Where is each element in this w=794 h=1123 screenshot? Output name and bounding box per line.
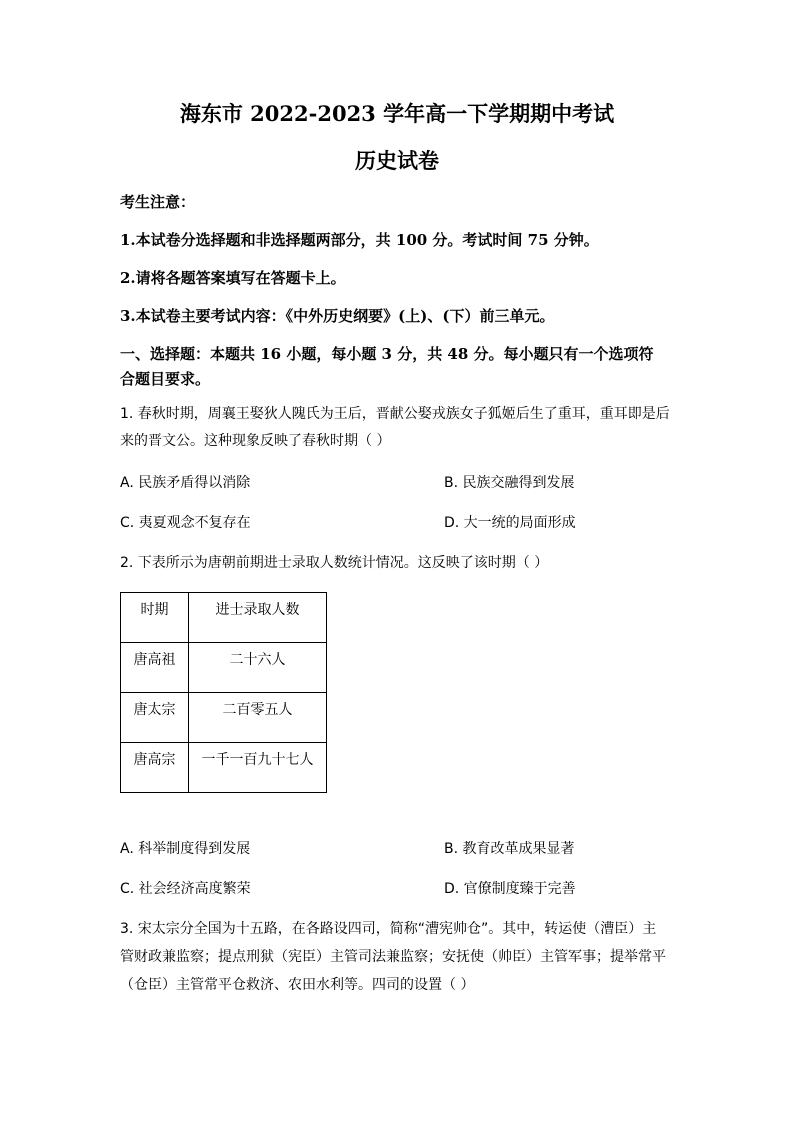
notice-heading: 考生注意： [120,193,196,211]
section-heading-line2: 合题目要求。 [120,370,211,388]
notice-item-3: 3.本试卷主要考试内容：《中外历史纲要》(上)、(下）前三单元。 [120,307,555,325]
exam-title: 海东市 2022-2023 学年高一下学期期中考试 [179,101,615,126]
q3-line3: （仓臣）主管常平仓救济、农田水利等。四司的设置（ ） [120,977,475,993]
q1-option-c: C. 夷夏观念不复存在 [120,515,251,531]
q3-line2: 管财政兼监察；提点刑狱（宪臣）主管司法兼监察；安抚使（帅臣）主管军事；提举常平 [120,949,666,965]
q2-table [120,592,327,793]
table-row [121,643,327,693]
q1-option-d: D. 大一统的局面形成 [444,515,576,531]
q2-line1: 2. 下表所示为唐朝前期进士录取人数统计情况。这反映了该时期（ ） [120,555,549,571]
table-row [121,693,327,743]
table-header-row [121,593,327,643]
q1-option-b: B. 民族交融得到发展 [444,475,575,491]
notice-item-1: 1.本试卷分选择题和非选择题两部分，共 100 分。考试时间 75 分钟。 [120,231,599,249]
table-header-cell: 进士录取人数 [189,593,327,643]
q2-option-a: A. 科举制度得到发展 [120,841,251,857]
notice-item-2: 2.请将各题答案填写在答题卡上。 [120,269,346,287]
q1-line1: 1. 春秋时期，周襄王娶狄人隗氏为王后，晋献公娶戎族女子狐姬后生了重耳，重耳即是后 [120,406,670,422]
table-cell: 一千一百九十七人 [189,743,327,793]
table-row [121,743,327,793]
exam-subtitle: 历史试卷 [355,148,439,173]
q2-option-c: C. 社会经济高度繁荣 [120,881,251,897]
table-cell: 唐高祖 [121,643,189,693]
table-cell: 唐太宗 [121,693,189,743]
table-cell: 二百零五人 [189,693,327,743]
section-heading-line1: 一、选择题：本题共 16 小题，每小题 3 分，共 48 分。每小题只有一个选项符 [120,345,654,363]
q2-option-d: D. 官僚制度臻于完善 [444,881,576,897]
q1-option-a: A. 民族矛盾得以消除 [120,475,251,491]
table-cell: 唐高宗 [121,743,189,793]
q2-option-b: B. 教育改革成果显著 [444,841,575,857]
q3-line1: 3. 宋太宗分全国为十五路，在各路设四司，简称“漕宪帅仓”。其中，转运使（漕臣）主 [120,921,657,937]
q1-line2: 来的晋文公。这种现象反映了春秋时期（ ） [120,433,391,449]
table-cell: 二十六人 [189,643,327,693]
table-header-cell: 时期 [121,593,189,643]
